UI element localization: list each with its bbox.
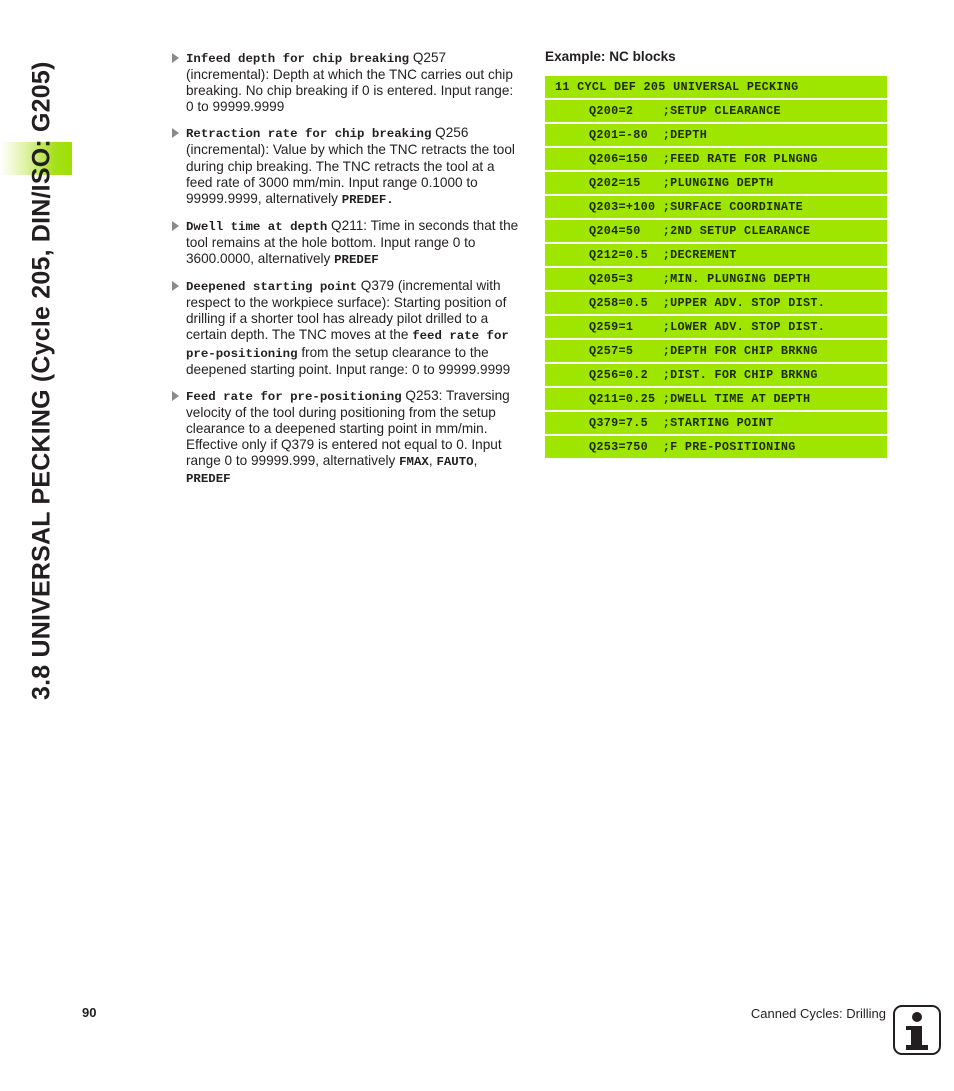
nc-block-line: Q203=+100 ;SURFACE COORDINATE (545, 196, 887, 218)
parameter-text: Q253: Traversing velocity of the tool during positioning from the setup clearance to a deepened starting point in mm/min. Effective only if Q379 is entered not equal to 0. Input range 0 to 99999.999, alternatively (186, 387, 510, 469)
page-number: 90 (82, 1005, 97, 1020)
nc-block-line: Q200=2 ;SETUP CLEARANCE (545, 100, 887, 122)
parameter-text: Q257 (incremental): Depth at which the TNC carries out chip breaking. No chip breaking if 0 is entered. Input range: 0 to 99999.9999 (186, 50, 514, 115)
nc-block-line: Q257=5 ;DEPTH FOR CHIP BRKNG (545, 340, 887, 362)
parameter-keyword: FMAX (399, 455, 429, 470)
bullet-arrow-icon (172, 128, 179, 138)
parameter-item (172, 50, 524, 115)
nc-block-line: Q258=0.5 ;UPPER ADV. STOP DIST. (545, 292, 887, 314)
parameter-keyword: Feed rate for pre-positioning (186, 389, 402, 404)
nc-block-line: Q211=0.25 ;DWELL TIME AT DEPTH (545, 388, 887, 410)
nc-block-line: Q212=0.5 ;DECREMENT (545, 244, 887, 266)
parameter-item (172, 278, 524, 378)
nc-block-line: Q201=-80 ;DEPTH (545, 124, 887, 146)
footer-section-name: Canned Cycles: Drilling (750, 1006, 886, 1021)
parameter-text: Q211: Time in seconds that the tool remains at the hole bottom. Input range 0 to 3600.0000, alternatively (186, 217, 519, 267)
nc-block-list (545, 76, 887, 460)
parameter-text: , (473, 453, 478, 469)
parameter-keyword: Deepened starting point (186, 280, 358, 295)
parameter-keyword: PREDEF (334, 253, 379, 268)
nc-block-line: Q259=1 ;LOWER ADV. STOP DIST. (545, 316, 887, 338)
bullet-arrow-icon (172, 53, 179, 63)
nc-block-line: Q206=150 ;FEED RATE FOR PLNGNG (545, 148, 887, 170)
example-heading: Example: NC blocks (545, 49, 676, 64)
parameter-item (172, 125, 524, 207)
parameter-text: Q379 (incremental with respect to the workpiece surface): Starting position of drilling if a shorter tool has already pilot drilled to a certain depth. The TNC moves at the (186, 278, 507, 343)
nc-block-line: Q256=0.2 ;DIST. FOR CHIP BRKNG (545, 364, 887, 386)
bullet-arrow-icon (172, 221, 179, 231)
bullet-arrow-icon (172, 281, 179, 291)
parameter-text: from the setup clearance to the deepened starting point. Input range: 0 to 99999.9999 (186, 344, 511, 377)
bullet-arrow-icon (172, 391, 179, 401)
nc-block-line: Q379=7.5 ;STARTING POINT (545, 412, 887, 434)
parameter-keyword: feed rate for pre-positioning (186, 329, 509, 361)
side-section-title: 3.8 UNIVERSAL PECKING (Cycle 205, DIN/ISO: G205) (27, 61, 56, 700)
parameter-text: , (428, 453, 437, 469)
parameter-text: Q256 (incremental): Value by which the TNC retracts the tool during chip breaking. The TNC retracts the tool at a feed rate of 3000 mm/min. Input range 0.1000 to 99999.9999, alternatively (186, 125, 515, 206)
parameter-keyword: Retraction rate for chip breaking (186, 127, 432, 142)
parameter-item (172, 388, 524, 488)
nc-block-header: 11 CYCL DEF 205 UNIVERSAL PECKING (545, 76, 887, 98)
nc-block-line: Q205=3 ;MIN. PLUNGING DEPTH (545, 268, 887, 290)
parameter-keyword: PREDEF. (341, 192, 394, 207)
nc-block-line: Q204=50 ;2ND SETUP CLEARANCE (545, 220, 887, 242)
info-icon (893, 1005, 941, 1055)
parameter-keyword: Infeed depth for chip breaking (186, 52, 410, 66)
parameter-keyword: FAUTO (436, 455, 474, 470)
parameter-keyword: Dwell time at depth (186, 219, 328, 234)
nc-block-line: Q253=750 ;F PRE-POSITIONING (545, 436, 887, 458)
nc-block-line: Q202=15 ;PLUNGING DEPTH (545, 172, 887, 194)
parameter-item (172, 218, 524, 268)
parameter-keyword: PREDEF (186, 472, 231, 487)
parameter-list (172, 50, 524, 497)
